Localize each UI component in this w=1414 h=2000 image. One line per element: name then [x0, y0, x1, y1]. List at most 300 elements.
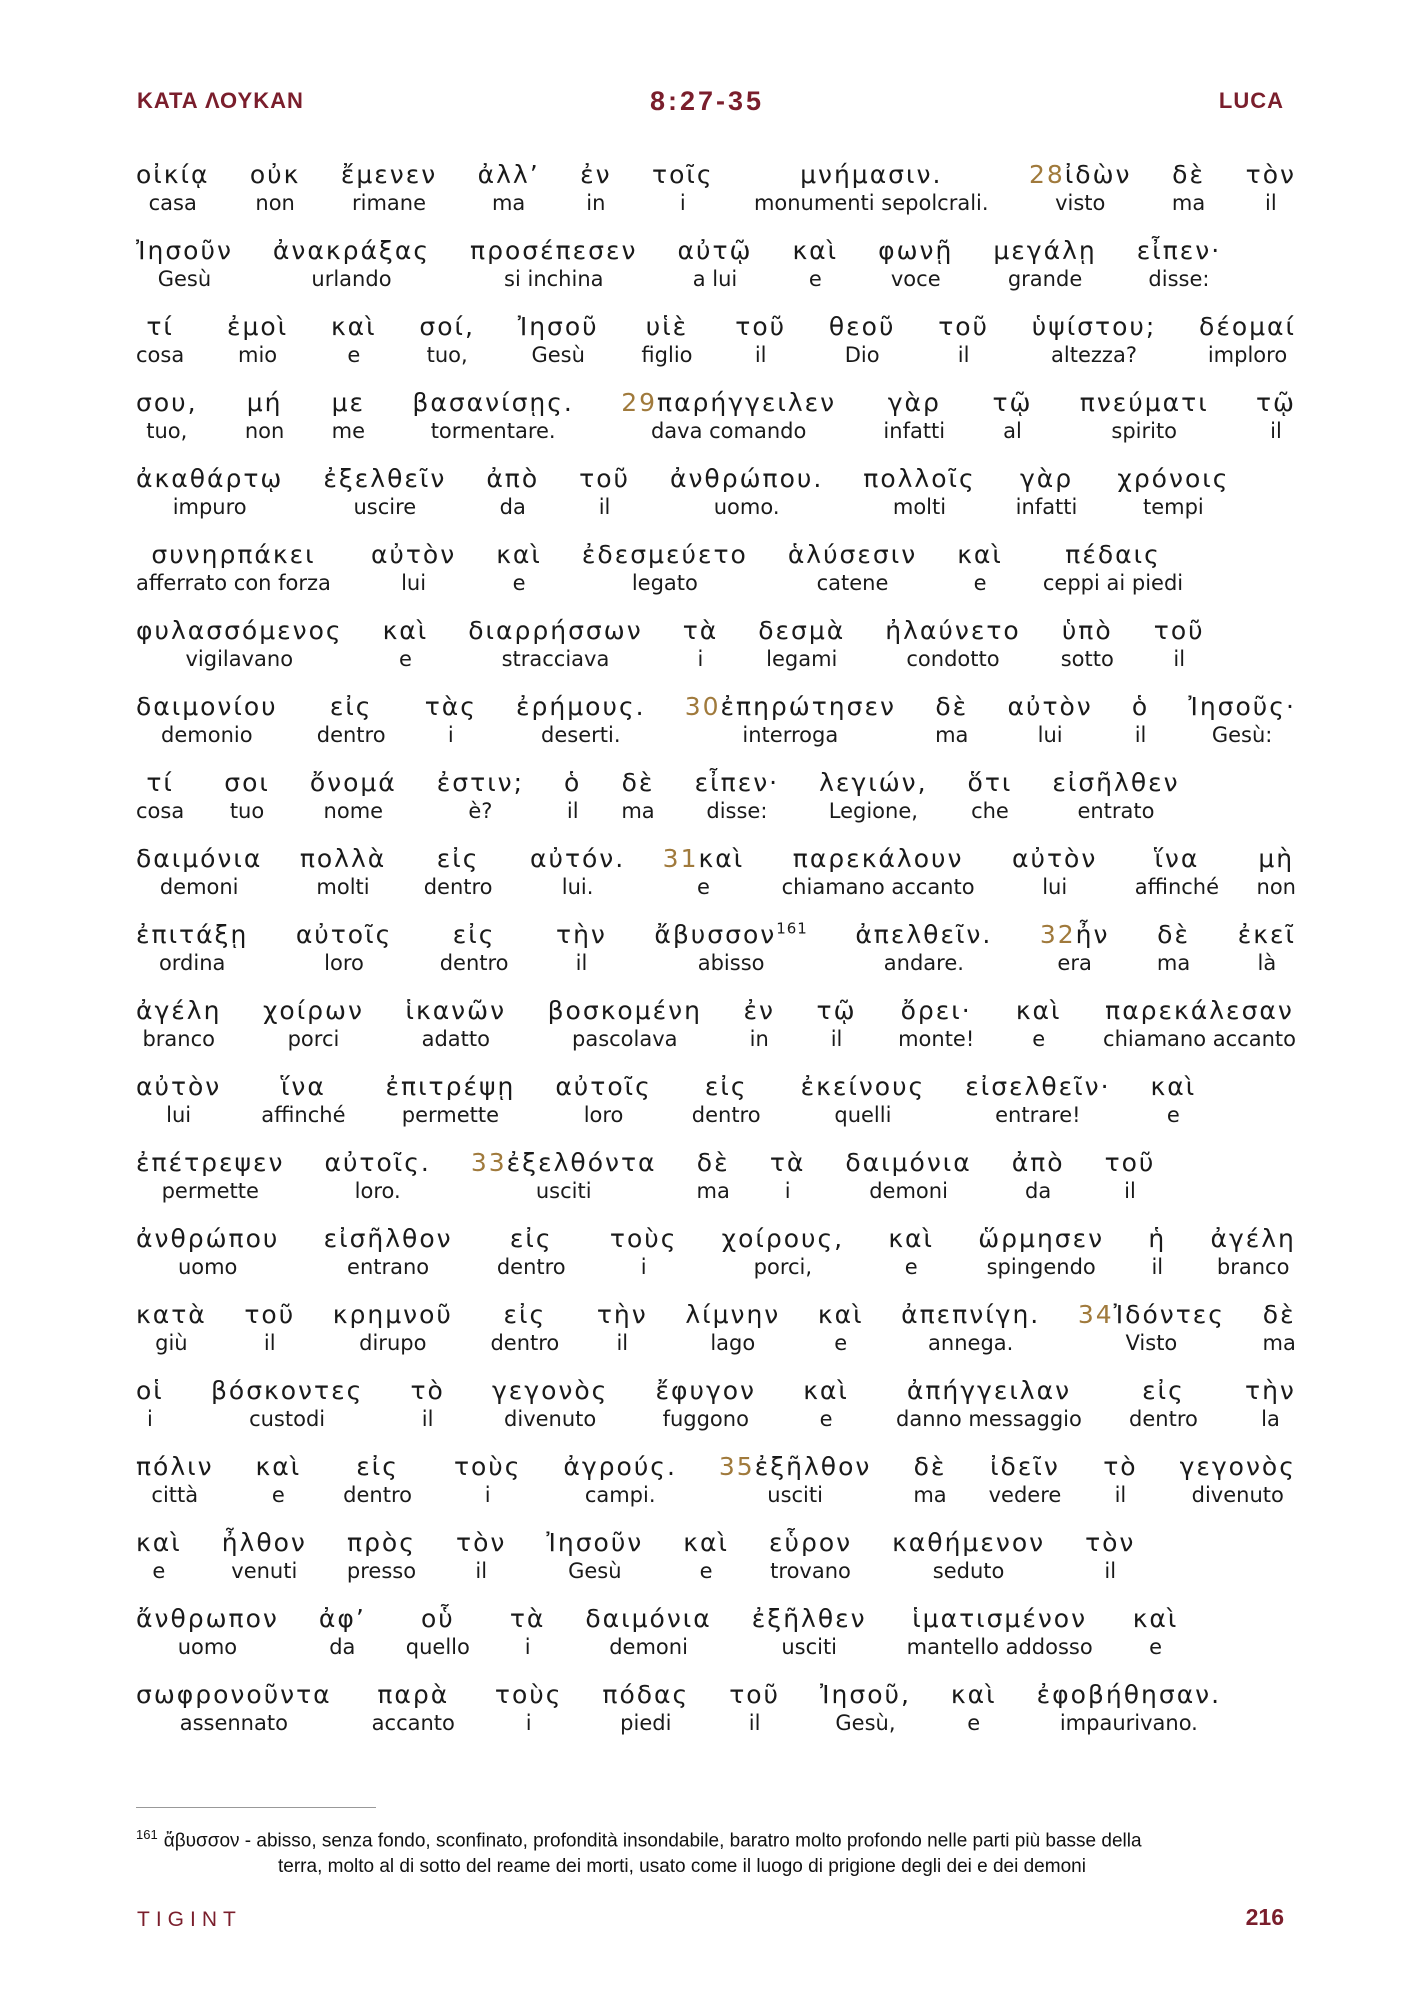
- italian-gloss: ma: [935, 723, 969, 747]
- greek-word: δεσμὰ: [758, 616, 846, 645]
- greek-word: εἰς: [509, 1224, 553, 1253]
- italian-gloss: e: [1149, 1635, 1162, 1659]
- word-pair: [296, 920, 392, 976]
- publisher-mark: TIGINT: [137, 1908, 242, 1931]
- word-pair: [845, 1148, 971, 1204]
- italian-gloss: città: [151, 1483, 199, 1507]
- italian-gloss: dava comando: [650, 419, 807, 443]
- greek-word: σου,: [136, 388, 198, 417]
- greek-word: χρόνοις: [1117, 464, 1230, 493]
- italian-gloss: Gesù: [531, 343, 585, 367]
- italian-gloss: accanto: [371, 1711, 455, 1735]
- word-pair: [1245, 1376, 1296, 1432]
- word-pair: [1008, 692, 1093, 748]
- word-pair: [371, 540, 456, 596]
- greek-word: δαιμόνια: [136, 844, 263, 873]
- word-pair: [896, 1376, 1082, 1432]
- italian-gloss: vigilavano: [185, 647, 294, 671]
- word-pair: [898, 996, 974, 1052]
- verse-number: 35: [718, 1452, 755, 1481]
- greek-word: Ἰησοῦς·: [1188, 692, 1296, 721]
- greek-word: αὐτὸν: [1012, 844, 1098, 873]
- italian-gloss: assennato: [179, 1711, 288, 1735]
- italian-gloss: porci: [287, 1027, 340, 1051]
- word-pair: [1257, 844, 1296, 900]
- word-pair: [1016, 996, 1062, 1052]
- italian-gloss: i: [484, 1483, 491, 1507]
- greek-word: παρεκάλουν: [792, 844, 964, 873]
- word-pair: [1154, 616, 1205, 672]
- italian-gloss: i: [640, 1255, 647, 1279]
- italian-gloss: i: [524, 1635, 531, 1659]
- interlinear-line: [136, 388, 1296, 464]
- italian-gloss: uscire: [353, 495, 417, 519]
- italian-gloss: non: [1256, 875, 1296, 899]
- greek-word: ὅτι: [967, 768, 1013, 797]
- italian-gloss: disse:: [706, 799, 768, 823]
- greek-word: ἀγέλη: [136, 996, 222, 1025]
- greek-word: οἰκίᾳ: [136, 160, 210, 189]
- greek-word: εἰς: [503, 1300, 547, 1329]
- word-pair: [1029, 160, 1131, 216]
- footnote-divider: [136, 1807, 376, 1808]
- greek-word: 35ἐξῆλθον: [718, 1452, 872, 1481]
- word-pair: [136, 1452, 214, 1508]
- italian-gloss: il: [1173, 647, 1186, 671]
- greek-word: αὐτὸν: [370, 540, 457, 569]
- greek-word: ἄνθρωπον: [136, 1604, 279, 1633]
- word-pair: [1135, 844, 1219, 900]
- greek-word: οἱ: [136, 1376, 164, 1405]
- word-pair: [878, 236, 953, 292]
- greek-word: ἀνθρώπου.: [669, 464, 824, 493]
- italian-gloss: loro.: [354, 1179, 401, 1203]
- italian-gloss: mio: [238, 343, 278, 367]
- greek-word: πέδαις: [1065, 540, 1161, 569]
- greek-word: ἐστιν;: [436, 768, 525, 797]
- greek-word: 33ἐξελθόντα: [470, 1148, 657, 1177]
- greek-word: Ἰησοῦ,: [820, 1680, 911, 1709]
- greek-word: μεγάλῃ: [993, 236, 1097, 265]
- italian-gloss: lui: [1037, 723, 1063, 747]
- word-pair: [729, 1680, 780, 1736]
- interlinear-line: [136, 1528, 1296, 1604]
- italian-gloss: il: [575, 951, 588, 975]
- italian-gloss: custodi: [249, 1407, 326, 1431]
- word-pair: [497, 1224, 566, 1280]
- word-pair: [935, 692, 968, 748]
- italian-gloss: porci,: [753, 1255, 813, 1279]
- italian-gloss: impuro: [172, 495, 247, 519]
- word-pair: [333, 1300, 453, 1356]
- italian-gloss: ma: [913, 1483, 947, 1507]
- italian-gloss: il: [421, 1407, 434, 1431]
- greek-word: εἰς: [452, 920, 496, 949]
- greek-word: ἄβυσσον$^{161}$: [654, 919, 808, 949]
- greek-word: τοὺς: [453, 1452, 522, 1481]
- word-pair: [1032, 312, 1157, 368]
- word-pair: [735, 312, 786, 368]
- italian-gloss: dentro: [316, 723, 386, 747]
- greek-word: τὸν: [1245, 160, 1296, 189]
- italian-gloss: demoni: [159, 875, 239, 899]
- greek-word: Ἰησοῦν: [546, 1528, 644, 1557]
- italian-gloss: nome: [323, 799, 384, 823]
- greek-word: εἶπεν·: [694, 768, 780, 797]
- interlinear-line: [136, 996, 1296, 1072]
- word-pair: [697, 1148, 730, 1204]
- word-pair: [564, 768, 581, 824]
- italian-gloss: dentro: [490, 1331, 560, 1355]
- word-pair: [695, 768, 779, 824]
- word-pair: [136, 616, 343, 672]
- word-pair: [136, 1072, 221, 1128]
- greek-word: ἵνα: [1154, 844, 1200, 873]
- italian-gloss: lui: [401, 571, 427, 595]
- italian-gloss: il: [1104, 1559, 1117, 1583]
- greek-word: γεγονὸς: [1179, 1452, 1296, 1481]
- greek-word: ἡ: [1148, 1224, 1167, 1253]
- greek-word: δὲ: [696, 1148, 730, 1177]
- word-pair: [951, 1680, 997, 1736]
- word-pair: [425, 692, 477, 748]
- greek-word: εἰς: [436, 844, 480, 873]
- word-pair: [490, 1300, 559, 1356]
- word-pair: [136, 312, 184, 368]
- interlinear-line: [136, 616, 1296, 692]
- greek-word: τοὺς: [494, 1680, 563, 1709]
- italian-gloss: tempi: [1142, 495, 1204, 519]
- italian-gloss: affinché: [1134, 875, 1220, 899]
- greek-word: ἐκεῖ: [1237, 920, 1296, 949]
- italian-gloss: non: [255, 191, 295, 215]
- greek-word: τοῦ: [1153, 616, 1205, 645]
- italian-gloss: i: [697, 647, 704, 671]
- word-pair: [597, 1300, 648, 1356]
- greek-word: μὴ: [1258, 844, 1295, 873]
- word-pair: [752, 1604, 867, 1660]
- word-pair: [685, 692, 896, 748]
- word-pair: [244, 1300, 295, 1356]
- italian-gloss: quelli: [834, 1103, 892, 1127]
- word-pair: [1105, 1148, 1156, 1204]
- word-pair: [678, 236, 753, 292]
- greek-word: γὰρ: [1019, 464, 1074, 493]
- greek-word: κρημνοῦ: [332, 1300, 453, 1329]
- greek-word: παρὰ: [377, 1680, 450, 1709]
- italian-gloss: spirito: [1111, 419, 1178, 443]
- greek-word: δὲ: [913, 1452, 947, 1481]
- italian-gloss: lui: [166, 1103, 192, 1127]
- italian-gloss: interroga: [742, 723, 839, 747]
- italian-gloss: altezza?: [1051, 343, 1137, 367]
- greek-word: ἀπὸ: [1011, 1148, 1065, 1177]
- greek-word: ἐξῆλθεν: [751, 1604, 867, 1633]
- word-pair: [1012, 844, 1097, 900]
- greek-word: πόλιν: [136, 1452, 214, 1481]
- greek-word: δὲ: [1172, 160, 1205, 189]
- greek-word: ἐν: [743, 996, 775, 1025]
- greek-word: καὶ: [950, 1680, 997, 1709]
- word-pair: [1263, 1300, 1296, 1356]
- word-pair: [1052, 768, 1179, 824]
- greek-word: τὰ: [682, 616, 719, 645]
- word-pair: [692, 1072, 761, 1128]
- italian-gloss: i: [146, 1407, 153, 1431]
- italian-gloss: lui.: [561, 875, 594, 899]
- word-pair: [989, 1452, 1062, 1508]
- greek-word: δὲ: [1157, 920, 1190, 949]
- italian-gloss: infatti: [1015, 495, 1078, 519]
- italian-gloss: ceppi ai piedi: [1042, 571, 1184, 595]
- interlinear-text: [136, 160, 1296, 1756]
- greek-word: 32ἦν: [1039, 920, 1110, 949]
- italian-gloss: il: [1124, 1179, 1136, 1203]
- italian-gloss: cosa: [136, 799, 185, 823]
- italian-gloss: dentro: [1129, 1407, 1198, 1431]
- word-pair: [1016, 464, 1078, 520]
- italian-gloss: usciti: [781, 1635, 838, 1659]
- footnote-text-line2: terra, molto al di sotto del reame dei morti, usato come il luogo di prigione degli dei e dei demoni: [278, 1856, 1086, 1878]
- word-pair: [546, 1528, 643, 1584]
- word-pair: [227, 312, 288, 368]
- greek-word: τοὺς: [609, 1224, 678, 1253]
- greek-word: ἐξελθεῖν: [323, 464, 447, 493]
- word-pair: [1210, 1224, 1295, 1280]
- italian-gloss: il: [1264, 191, 1277, 215]
- italian-gloss: si inchina: [504, 267, 604, 291]
- verse-number: 32: [1039, 920, 1076, 949]
- italian-gloss: ma: [1156, 951, 1191, 975]
- italian-gloss: abisso: [697, 951, 765, 975]
- word-pair: [1080, 388, 1209, 444]
- greek-word: εὗρον: [768, 1528, 853, 1557]
- page-number: 216: [1245, 1904, 1284, 1930]
- interlinear-line: [136, 1376, 1296, 1452]
- word-pair: [347, 1528, 416, 1584]
- interlinear-line: [136, 844, 1296, 920]
- italian-gloss: Legione,: [828, 799, 918, 823]
- greek-word: δέομαί: [1199, 312, 1296, 341]
- greek-word: δὲ: [621, 768, 655, 797]
- word-pair: [621, 768, 654, 824]
- word-pair: [530, 844, 625, 900]
- greek-word: καὶ: [1132, 1604, 1179, 1633]
- word-pair: [907, 1604, 1093, 1660]
- italian-gloss: mantello addosso: [906, 1635, 1093, 1659]
- greek-word: 29παρήγγειλεν: [621, 388, 837, 417]
- word-pair: [978, 1224, 1104, 1280]
- greek-word: εἰς: [329, 692, 373, 721]
- italian-gloss: è?: [468, 799, 493, 823]
- italian-gloss: al: [1003, 419, 1022, 443]
- greek-word: τὰ: [509, 1604, 546, 1633]
- word-pair: [801, 1072, 926, 1128]
- greek-word: σοί,: [419, 312, 475, 341]
- italian-gloss: che: [971, 799, 1009, 823]
- word-pair: [273, 236, 430, 292]
- italian-gloss: infatti: [883, 419, 946, 443]
- word-pair: [410, 1376, 444, 1432]
- italian-gloss: e: [152, 1559, 166, 1583]
- word-pair: [324, 1224, 453, 1280]
- italian-gloss: i: [679, 191, 686, 215]
- italian-gloss: uomo: [177, 1635, 238, 1659]
- word-pair: [1103, 1452, 1137, 1508]
- running-title-greek: ΚΑΤΑ ΛΟΥΚΑΝ: [137, 88, 304, 113]
- word-pair: [901, 1300, 1040, 1356]
- greek-word: ἠλαύνετο: [885, 616, 1021, 645]
- italian-gloss: cosa: [136, 343, 185, 367]
- italian-gloss: piedi: [620, 1711, 672, 1735]
- italian-gloss: chiamano accanto: [1103, 1027, 1296, 1051]
- word-pair: [582, 540, 748, 596]
- word-pair: [300, 844, 386, 900]
- greek-word: οὗ: [420, 1604, 455, 1633]
- greek-word: ἀφ’: [318, 1604, 366, 1633]
- word-pair: [585, 1604, 711, 1660]
- italian-gloss: e: [1032, 1027, 1046, 1051]
- greek-word: αὐτὸν: [1007, 692, 1093, 721]
- greek-word: ἐδεσμεύετο: [581, 540, 748, 569]
- greek-word: καὶ: [683, 1528, 729, 1557]
- interlinear-line: [136, 692, 1296, 768]
- greek-word: τὸν: [456, 1528, 507, 1557]
- word-pair: [372, 1680, 455, 1736]
- word-pair: [938, 312, 989, 368]
- greek-word: καὶ: [1015, 996, 1062, 1025]
- italian-gloss: il: [475, 1559, 488, 1583]
- greek-word: ἵνα: [280, 1072, 326, 1101]
- word-pair: [310, 768, 397, 824]
- word-pair: [965, 1072, 1110, 1128]
- greek-word: εἶπεν·: [1136, 236, 1222, 265]
- italian-gloss: in: [586, 191, 606, 215]
- word-pair: [1172, 160, 1205, 216]
- greek-word: σωφρονοῦντα: [136, 1680, 332, 1709]
- italian-gloss: adatto: [421, 1027, 490, 1051]
- greek-word: τοῦ: [579, 464, 630, 493]
- word-pair: [250, 160, 301, 216]
- italian-gloss: spingendo: [986, 1255, 1096, 1279]
- italian-gloss: divenuto: [1191, 1483, 1284, 1507]
- greek-word: ἀνακράξας: [272, 236, 431, 265]
- italian-gloss: entrano: [347, 1255, 430, 1279]
- italian-gloss: e: [819, 1407, 833, 1431]
- word-pair: [471, 1148, 657, 1204]
- italian-gloss: da: [1025, 1179, 1052, 1203]
- italian-gloss: Gesù: [157, 267, 212, 291]
- italian-gloss: Dio: [844, 343, 880, 367]
- word-pair: [136, 692, 278, 748]
- word-pair: [136, 768, 184, 824]
- greek-word: λίμνην: [685, 1300, 781, 1329]
- greek-word: οὐκ: [249, 160, 301, 189]
- italian-gloss: tuo,: [426, 343, 468, 367]
- verse-number: 34: [1077, 1300, 1114, 1329]
- greek-word: αὐτῷ: [677, 236, 753, 265]
- greek-word: τὴν: [556, 920, 607, 949]
- greek-word: τῷ: [1255, 388, 1296, 417]
- greek-word: ἔμενεν: [340, 160, 438, 189]
- greek-word: ἀλλ’: [477, 160, 540, 189]
- italian-gloss: andare.: [883, 951, 964, 975]
- italian-gloss: ma: [491, 191, 526, 215]
- word-pair: [245, 388, 284, 444]
- italian-gloss: branco: [142, 1027, 215, 1051]
- italian-gloss: dentro: [423, 875, 493, 899]
- greek-word: καὶ: [957, 540, 1003, 569]
- italian-gloss: e: [696, 875, 710, 899]
- word-pair: [1078, 1300, 1225, 1356]
- greek-word: εἰσελθεῖν·: [965, 1072, 1111, 1101]
- chapter-verse-range: 8:27-35: [649, 86, 765, 116]
- italian-gloss: permette: [401, 1103, 500, 1127]
- interlinear-line: [136, 768, 1296, 844]
- italian-gloss: molti: [892, 495, 947, 519]
- greek-word: καὶ: [382, 616, 429, 645]
- italian-gloss: tuo: [229, 799, 265, 823]
- greek-word: τὸ: [1103, 1452, 1138, 1481]
- word-pair: [1117, 464, 1229, 520]
- word-pair: [323, 464, 446, 520]
- word-pair: [722, 1224, 844, 1280]
- word-pair: [818, 1300, 864, 1356]
- italian-gloss: la: [1261, 1407, 1280, 1431]
- word-pair: [803, 1376, 849, 1432]
- greek-word: θεοῦ: [828, 312, 896, 341]
- italian-gloss: il: [1270, 419, 1282, 443]
- word-pair: [641, 312, 692, 368]
- greek-word: καὶ: [792, 236, 839, 265]
- greek-word: ἐπιτρέψῃ: [385, 1072, 516, 1101]
- word-pair: [1103, 996, 1296, 1052]
- word-pair: [510, 1604, 546, 1660]
- word-pair: [683, 1528, 729, 1584]
- italian-gloss: dirupo: [359, 1331, 427, 1355]
- italian-gloss: e: [271, 1483, 285, 1507]
- verse-number: 33: [470, 1148, 507, 1177]
- italian-gloss: ma: [696, 1179, 730, 1203]
- word-pair: [136, 1376, 164, 1432]
- greek-word: τοῦ: [735, 312, 787, 341]
- greek-word: καὶ: [136, 1528, 182, 1557]
- greek-word: τί: [146, 312, 174, 341]
- italian-gloss: il: [566, 799, 579, 823]
- footnote-marker[interactable]: 161: [776, 919, 808, 938]
- italian-gloss: non: [244, 419, 285, 443]
- greek-word: τί: [146, 768, 174, 797]
- word-pair: [516, 692, 646, 748]
- italian-gloss: dentro: [691, 1103, 761, 1127]
- word-pair: [136, 1528, 182, 1584]
- italian-gloss: e: [808, 267, 822, 291]
- word-pair: [610, 1224, 678, 1280]
- greek-word: ἀπελθεῖν.: [855, 920, 993, 949]
- interlinear-line: [136, 1224, 1296, 1300]
- interlinear-line: [136, 540, 1296, 616]
- word-pair: [1133, 1604, 1179, 1660]
- word-pair: [136, 388, 198, 444]
- greek-word: 31καὶ: [662, 844, 745, 873]
- word-pair: [224, 768, 270, 824]
- greek-word: διαρρήσσων: [468, 616, 643, 645]
- word-pair: [829, 312, 896, 368]
- italian-gloss: da: [499, 495, 526, 519]
- word-pair: [892, 1528, 1045, 1584]
- word-pair: [788, 540, 917, 596]
- greek-word: ἀπήγγειλαν: [906, 1376, 1072, 1405]
